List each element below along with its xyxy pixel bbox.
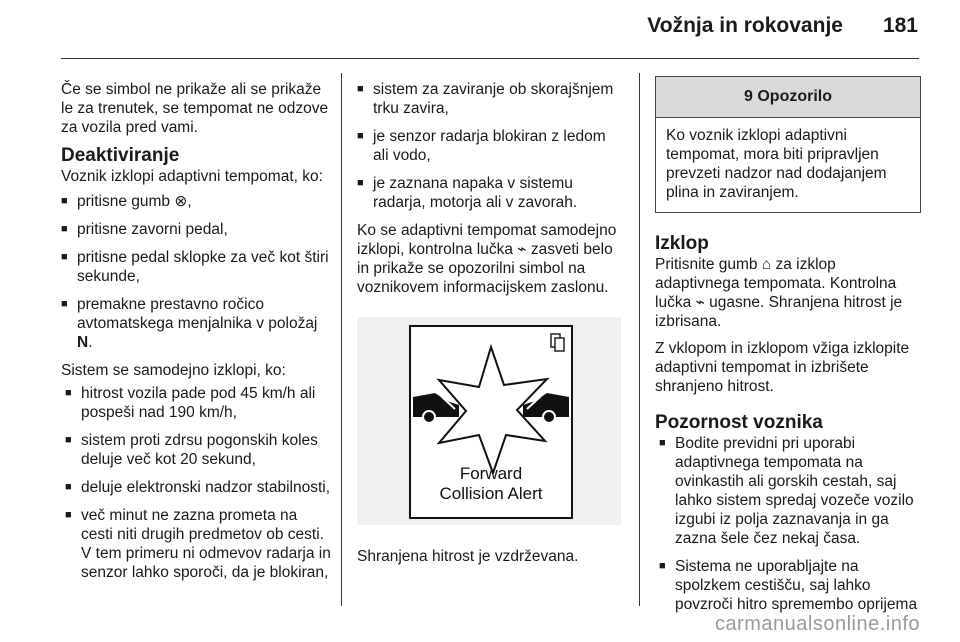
alert-line-1: Forward xyxy=(459,464,523,483)
collision-alert-figure xyxy=(357,317,621,525)
list-item: ■ sistem proti zdrsu pogonskih koles deluje več kot 20 sekund, xyxy=(65,431,331,469)
column-1 xyxy=(61,80,331,591)
watermark: carmanualsonline.info xyxy=(714,613,920,635)
list-item: ■ pritisne zavorni pedal, xyxy=(61,220,331,239)
list-item: ■ sistem za zaviranje ob skorajšnjem trku zavira, xyxy=(357,80,625,118)
list-item-text: premakne prestavno ročico avtomatskega menjalnika v položaj xyxy=(77,296,318,332)
list-item: ■ pritisne gumb ⊗, xyxy=(61,192,331,211)
list-item: ■ pritisne pedal sklopke za več kot štiri sekunde, xyxy=(61,248,331,286)
off-text-1: Pritisnite gumb ⌂ za izklop adaptivnega tempomata. Kontrolna lučka ⌁ ugasne. Shranjena hitrost je izbrisana. xyxy=(655,256,903,330)
page-header xyxy=(647,14,918,38)
collision-alert-display xyxy=(409,325,573,519)
warning-box xyxy=(655,76,921,213)
alert-line-2: Collision Alert xyxy=(439,484,543,503)
column-divider-2 xyxy=(639,73,640,606)
column-2 xyxy=(357,80,625,574)
list-item: ■ je zaznana napaka v sistemu radarja, motorja ali v zavorah. xyxy=(357,174,625,212)
deactivate-text: Voznik izklopi adaptivni tempomat, ko: xyxy=(61,168,323,185)
auto-off-text: Sistem se samodejno izklopi, ko: xyxy=(61,362,286,379)
list-item: ■ Bodite previdni pri uporabi adaptivnega tempomata na ovinkastih ali gorskih cestah, saj lahko sistem spredaj vozeče vozilo izgubi iz polja zaznavanja in ga zazna šele čez nekaj časa. xyxy=(659,434,921,548)
list-item: ■ je senzor radarja blokiran z ledom ali vodo, xyxy=(357,127,625,165)
list-item: ■ Sistema ne uporabljajte na spolzkem cestišču, saj lahko povzroči hitro spremembo oprijema xyxy=(659,557,921,614)
column-3 xyxy=(655,80,921,623)
header-title: Vožnja in rokovanje xyxy=(647,14,843,37)
page-number: 181 xyxy=(882,14,918,37)
deactivate-list xyxy=(61,192,331,352)
intro-paragraph: Če se simbol ne prikaže ali se prikaže le za trenutek, se tempomat ne odzove za vozila pred vami. xyxy=(61,81,329,136)
off-text-2: Z vklopom in izklopom vžiga izklopite adaptivni tempomat in izbrišete shranjeno hitrost. xyxy=(655,340,910,395)
header-divider xyxy=(61,58,919,59)
section-title-off: Izklop xyxy=(655,233,709,254)
section-title-deactivate: Deaktiviranje xyxy=(61,145,180,166)
section-title-attention: Pozornost voznika xyxy=(655,412,823,433)
list-item: ■ deluje elektronski nadzor stabilnosti, xyxy=(65,478,331,497)
warning-title: 9 Opozorilo xyxy=(656,77,920,118)
auto-off-list xyxy=(61,384,331,582)
list-item: ■ hitrost vozila pade pod 45 km/h ali pospeši nad 190 km/h, xyxy=(65,384,331,422)
gear-position-n: N xyxy=(77,334,89,351)
warning-text: Ko voznik izklopi adaptivni tempomat, mora biti pripravljen prevzeti nadzor nad dodajanjem plina in zaviranjem. xyxy=(666,127,887,201)
auto-off-list-continued xyxy=(357,80,625,212)
column-divider-1 xyxy=(341,73,342,606)
attention-list xyxy=(655,434,921,614)
list-item: ■ premakne prestavno ročico avtomatskega menjalnika v položaj N. xyxy=(61,295,331,352)
list-item: ■ več minut ne zazna prometa na cesti niti drugih predmetov ob cesti. V tem primeru ni odmevov radarja in senzor lahko sporoči, da je blokiran, xyxy=(65,506,331,582)
figure-caption: Shranjena hitrost je vzdrževana. xyxy=(357,548,579,565)
auto-off-paragraph: Ko se adaptivni tempomat samodejno izklopi, kontrolna lučka ⌁ zasveti belo in prikaže se opozorilni simbol na voznikovem informacijskem zaslonu. xyxy=(357,222,617,296)
